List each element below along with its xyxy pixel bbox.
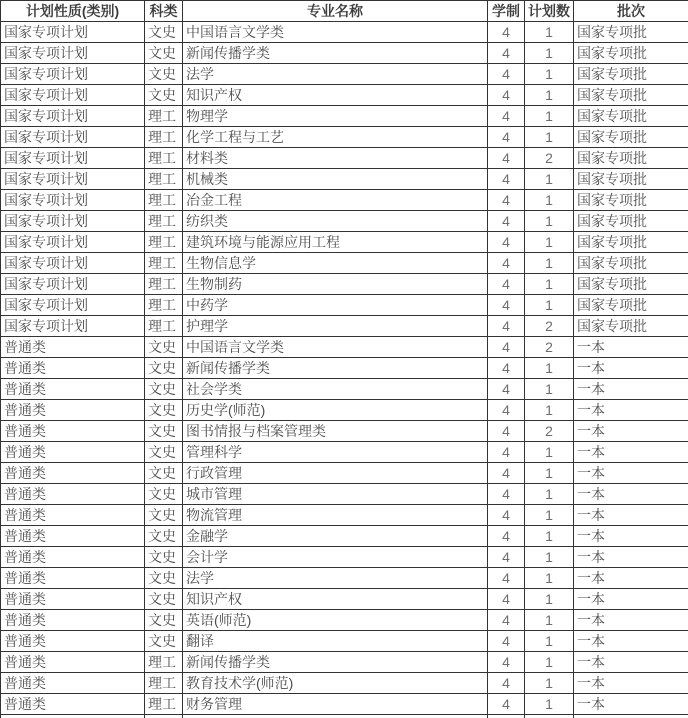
cell-plan-count: 1: [525, 106, 574, 127]
cell-duration: 4: [488, 421, 525, 442]
cell-duration: 4: [488, 547, 525, 568]
table-row: [1, 505, 688, 526]
cell-plan-type: 普通类: [1, 526, 145, 547]
cell-plan-count: 2: [525, 337, 574, 358]
cell-plan-count: 1: [525, 442, 574, 463]
cell-plan-type: 国家专项计划: [1, 148, 145, 169]
table-row: [1, 631, 688, 652]
cell-plan-count: 2: [525, 421, 574, 442]
cell-batch: 一本: [574, 652, 688, 673]
table-row: [1, 694, 688, 715]
cell-batch: 国家专项批: [574, 253, 688, 274]
cell-major-name: 财务管理: [183, 694, 488, 715]
cell-subject-category: 文史: [145, 337, 183, 358]
table-row: [1, 400, 688, 421]
cell-batch: 国家专项批: [574, 22, 688, 43]
cell-major-name: 法学: [183, 64, 488, 85]
table-body: [1, 22, 688, 718]
cell-plan-type: [1, 715, 145, 718]
table-row: [1, 547, 688, 568]
cell-duration: 4: [488, 379, 525, 400]
cell-plan-type: 普通类: [1, 610, 145, 631]
cell-duration: 4: [488, 22, 525, 43]
table-row: [1, 421, 688, 442]
cell-plan-count: 1: [525, 589, 574, 610]
cell-duration: 4: [488, 442, 525, 463]
cell-plan-type: 普通类: [1, 673, 145, 694]
table-row: [1, 169, 688, 190]
table-row: [1, 715, 688, 718]
table-row: [1, 85, 688, 106]
cell-subject-category: 文史: [145, 64, 183, 85]
cell-plan-type: 普通类: [1, 631, 145, 652]
cell-subject-category: 文史: [145, 22, 183, 43]
cell-plan-count: 1: [525, 274, 574, 295]
table-row: [1, 106, 688, 127]
cell-batch: 一本: [574, 568, 688, 589]
cell-major-name: 生物制药: [183, 274, 488, 295]
cell-batch: 国家专项批: [574, 43, 688, 64]
cell-batch: 一本: [574, 526, 688, 547]
cell-plan-type: 普通类: [1, 463, 145, 484]
cell-duration: 4: [488, 673, 525, 694]
cell-batch: 一本: [574, 673, 688, 694]
cell-plan-count: 1: [525, 190, 574, 211]
cell-plan-count: 1: [525, 358, 574, 379]
cell-subject-category: 文史: [145, 43, 183, 64]
cell-subject-category: 理工: [145, 652, 183, 673]
cell-duration: 4: [488, 127, 525, 148]
cell-duration: 4: [488, 295, 525, 316]
cell-subject-category: 理工: [145, 316, 183, 337]
cell-plan-count: 2: [525, 148, 574, 169]
cell-plan-count: 1: [525, 64, 574, 85]
cell-subject-category: 文史: [145, 610, 183, 631]
cell-batch: 一本: [574, 547, 688, 568]
table-row: [1, 568, 688, 589]
cell-subject-category: 文史: [145, 358, 183, 379]
cell-batch: 国家专项批: [574, 169, 688, 190]
cell-subject-category: 理工: [145, 211, 183, 232]
cell-subject-category: 理工: [145, 673, 183, 694]
cell-plan-type: 普通类: [1, 505, 145, 526]
cell-subject-category: 理工: [145, 253, 183, 274]
cell-duration: 4: [488, 148, 525, 169]
cell-subject-category: 文史: [145, 463, 183, 484]
cell-batch: 国家专项批: [574, 106, 688, 127]
cell-duration: [488, 715, 525, 718]
cell-plan-type: 国家专项计划: [1, 211, 145, 232]
header-subject-category: 科类: [145, 1, 183, 22]
cell-duration: 4: [488, 232, 525, 253]
cell-subject-category: 文史: [145, 505, 183, 526]
cell-plan-type: 普通类: [1, 421, 145, 442]
cell-duration: 4: [488, 568, 525, 589]
cell-batch: 国家专项批: [574, 127, 688, 148]
cell-batch: 一本: [574, 337, 688, 358]
cell-major-name: 中国语言文学类: [183, 337, 488, 358]
cell-plan-type: 国家专项计划: [1, 169, 145, 190]
table-row: [1, 295, 688, 316]
cell-major-name: 图书情报与档案管理类: [183, 421, 488, 442]
cell-batch: 一本: [574, 694, 688, 715]
table-row: [1, 22, 688, 43]
cell-major-name: 知识产权: [183, 85, 488, 106]
cell-major-name: 新闻传播学类: [183, 43, 488, 64]
cell-plan-count: 1: [525, 547, 574, 568]
cell-duration: 4: [488, 190, 525, 211]
cell-duration: 4: [488, 505, 525, 526]
cell-duration: 4: [488, 589, 525, 610]
cell-duration: 4: [488, 253, 525, 274]
cell-plan-count: 1: [525, 484, 574, 505]
table-row: [1, 526, 688, 547]
cell-plan-type: 国家专项计划: [1, 232, 145, 253]
cell-plan-type: 国家专项计划: [1, 85, 145, 106]
table-row: [1, 127, 688, 148]
cell-plan-count: 1: [525, 43, 574, 64]
cell-plan-type: 普通类: [1, 652, 145, 673]
table-row: [1, 64, 688, 85]
cell-plan-type: 国家专项计划: [1, 253, 145, 274]
cell-batch: 国家专项批: [574, 295, 688, 316]
cell-batch: 国家专项批: [574, 64, 688, 85]
cell-duration: 4: [488, 484, 525, 505]
cell-major-name: 知识产权: [183, 589, 488, 610]
cell-plan-count: 1: [525, 463, 574, 484]
cell-plan-type: 普通类: [1, 442, 145, 463]
cell-plan-type: 普通类: [1, 547, 145, 568]
cell-batch: 国家专项批: [574, 190, 688, 211]
cell-batch: 国家专项批: [574, 316, 688, 337]
cell-duration: 4: [488, 64, 525, 85]
cell-duration: 4: [488, 610, 525, 631]
cell-duration: 4: [488, 337, 525, 358]
cell-plan-type: 普通类: [1, 337, 145, 358]
cell-duration: 4: [488, 463, 525, 484]
cell-plan-type: 国家专项计划: [1, 127, 145, 148]
cell-batch: 一本: [574, 484, 688, 505]
cell-plan-type: 普通类: [1, 484, 145, 505]
cell-major-name: 金融学: [183, 526, 488, 547]
cell-subject-category: 理工: [145, 169, 183, 190]
cell-plan-type: 国家专项计划: [1, 106, 145, 127]
cell-subject-category: 文史: [145, 400, 183, 421]
cell-plan-count: 1: [525, 400, 574, 421]
cell-major-name: 物流管理: [183, 505, 488, 526]
cell-duration: 4: [488, 43, 525, 64]
cell-batch: 一本: [574, 505, 688, 526]
cell-major-name: 社会学类: [183, 379, 488, 400]
cell-plan-type: 普通类: [1, 358, 145, 379]
cell-batch: 国家专项批: [574, 85, 688, 106]
cell-plan-type: 普通类: [1, 694, 145, 715]
cell-duration: 4: [488, 652, 525, 673]
cell-major-name: 法学: [183, 568, 488, 589]
cell-batch: 国家专项批: [574, 274, 688, 295]
cell-subject-category: 文史: [145, 379, 183, 400]
header-batch: 批次: [574, 1, 688, 22]
cell-batch: 一本: [574, 421, 688, 442]
table-row: [1, 652, 688, 673]
cell-major-name: 材料类: [183, 148, 488, 169]
table-row: [1, 442, 688, 463]
cell-batch: 一本: [574, 610, 688, 631]
cell-major-name: 纺织类: [183, 211, 488, 232]
table-row: [1, 211, 688, 232]
table-row: [1, 316, 688, 337]
cell-batch: 一本: [574, 631, 688, 652]
cell-major-name: 机械类: [183, 169, 488, 190]
cell-plan-type: 国家专项计划: [1, 316, 145, 337]
header-plan-type: 计划性质(类别): [1, 1, 145, 22]
cell-plan-type: 国家专项计划: [1, 190, 145, 211]
cell-major-name: 中药学: [183, 295, 488, 316]
cell-subject-category: 理工: [145, 127, 183, 148]
cell-plan-type: 国家专项计划: [1, 22, 145, 43]
cell-plan-type: 国家专项计划: [1, 64, 145, 85]
cell-duration: 4: [488, 526, 525, 547]
cell-major-name: [183, 715, 488, 718]
cell-duration: 4: [488, 400, 525, 421]
table-row: [1, 484, 688, 505]
table-row: [1, 274, 688, 295]
cell-plan-type: 普通类: [1, 589, 145, 610]
cell-subject-category: 理工: [145, 694, 183, 715]
cell-plan-count: 1: [525, 253, 574, 274]
cell-plan-count: [525, 715, 574, 718]
cell-plan-count: 1: [525, 505, 574, 526]
cell-subject-category: 理工: [145, 274, 183, 295]
cell-duration: 4: [488, 85, 525, 106]
table-row: [1, 337, 688, 358]
cell-plan-count: 1: [525, 652, 574, 673]
cell-subject-category: 理工: [145, 190, 183, 211]
table-row: [1, 610, 688, 631]
cell-plan-type: 国家专项计划: [1, 43, 145, 64]
table-row: [1, 379, 688, 400]
cell-batch: 一本: [574, 400, 688, 421]
cell-subject-category: 文史: [145, 484, 183, 505]
cell-duration: 4: [488, 358, 525, 379]
cell-subject-category: 理工: [145, 232, 183, 253]
cell-batch: 国家专项批: [574, 211, 688, 232]
cell-major-name: 物理学: [183, 106, 488, 127]
cell-plan-type: 普通类: [1, 568, 145, 589]
cell-plan-count: 1: [525, 379, 574, 400]
cell-major-name: 中国语言文学类: [183, 22, 488, 43]
table-row: [1, 43, 688, 64]
cell-plan-count: 1: [525, 22, 574, 43]
cell-subject-category: 理工: [145, 295, 183, 316]
cell-plan-count: 1: [525, 631, 574, 652]
header-row: [1, 1, 688, 22]
cell-plan-count: 1: [525, 85, 574, 106]
cell-major-name: 教育技术学(师范): [183, 673, 488, 694]
cell-plan-type: 国家专项计划: [1, 295, 145, 316]
cell-plan-count: 1: [525, 673, 574, 694]
cell-subject-category: 文史: [145, 631, 183, 652]
table-row: [1, 148, 688, 169]
cell-subject-category: 文史: [145, 568, 183, 589]
table-row: [1, 358, 688, 379]
cell-duration: 4: [488, 316, 525, 337]
cell-plan-type: 普通类: [1, 400, 145, 421]
cell-major-name: 新闻传播学类: [183, 358, 488, 379]
cell-major-name: 生物信息学: [183, 253, 488, 274]
cell-batch: 国家专项批: [574, 148, 688, 169]
table-row: [1, 463, 688, 484]
cell-major-name: 冶金工程: [183, 190, 488, 211]
cell-duration: 4: [488, 694, 525, 715]
cell-duration: 4: [488, 106, 525, 127]
table-row: [1, 232, 688, 253]
cell-plan-count: 1: [525, 610, 574, 631]
cell-major-name: 化学工程与工艺: [183, 127, 488, 148]
cell-plan-type: 普通类: [1, 379, 145, 400]
cell-major-name: 翻译: [183, 631, 488, 652]
cell-subject-category: [145, 715, 183, 718]
cell-subject-category: 理工: [145, 106, 183, 127]
cell-duration: 4: [488, 274, 525, 295]
header-major-name: 专业名称: [183, 1, 488, 22]
cell-plan-count: 1: [525, 694, 574, 715]
cell-batch: 一本: [574, 379, 688, 400]
cell-duration: 4: [488, 169, 525, 190]
cell-duration: 4: [488, 211, 525, 232]
cell-subject-category: 理工: [145, 148, 183, 169]
cell-subject-category: 文史: [145, 547, 183, 568]
cell-major-name: 护理学: [183, 316, 488, 337]
cell-batch: 国家专项批: [574, 232, 688, 253]
cell-major-name: 新闻传播学类: [183, 652, 488, 673]
cell-plan-count: 1: [525, 295, 574, 316]
cell-plan-count: 1: [525, 127, 574, 148]
cell-major-name: 行政管理: [183, 463, 488, 484]
cell-subject-category: 文史: [145, 526, 183, 547]
table-row: [1, 190, 688, 211]
table-row: [1, 589, 688, 610]
header-plan-count: 计划数: [525, 1, 574, 22]
cell-batch: 一本: [574, 463, 688, 484]
cell-subject-category: 文史: [145, 442, 183, 463]
cell-major-name: 历史学(师范): [183, 400, 488, 421]
cell-duration: 4: [488, 631, 525, 652]
cell-plan-count: 1: [525, 526, 574, 547]
cell-batch: 一本: [574, 589, 688, 610]
cell-major-name: 城市管理: [183, 484, 488, 505]
cell-plan-count: 1: [525, 211, 574, 232]
cell-plan-count: 1: [525, 568, 574, 589]
cell-major-name: 建筑环境与能源应用工程: [183, 232, 488, 253]
cell-subject-category: 文史: [145, 421, 183, 442]
cell-plan-count: 1: [525, 169, 574, 190]
cell-major-name: 管理科学: [183, 442, 488, 463]
cell-subject-category: 文史: [145, 589, 183, 610]
cell-plan-type: 国家专项计划: [1, 274, 145, 295]
cell-major-name: 会计学: [183, 547, 488, 568]
cell-batch: [574, 715, 688, 718]
cell-batch: 一本: [574, 358, 688, 379]
table-row: [1, 253, 688, 274]
table-row: [1, 673, 688, 694]
cell-plan-count: 2: [525, 316, 574, 337]
cell-subject-category: 文史: [145, 85, 183, 106]
cell-plan-count: 1: [525, 232, 574, 253]
cell-major-name: 英语(师范): [183, 610, 488, 631]
cell-batch: 一本: [574, 442, 688, 463]
header-duration: 学制: [488, 1, 525, 22]
